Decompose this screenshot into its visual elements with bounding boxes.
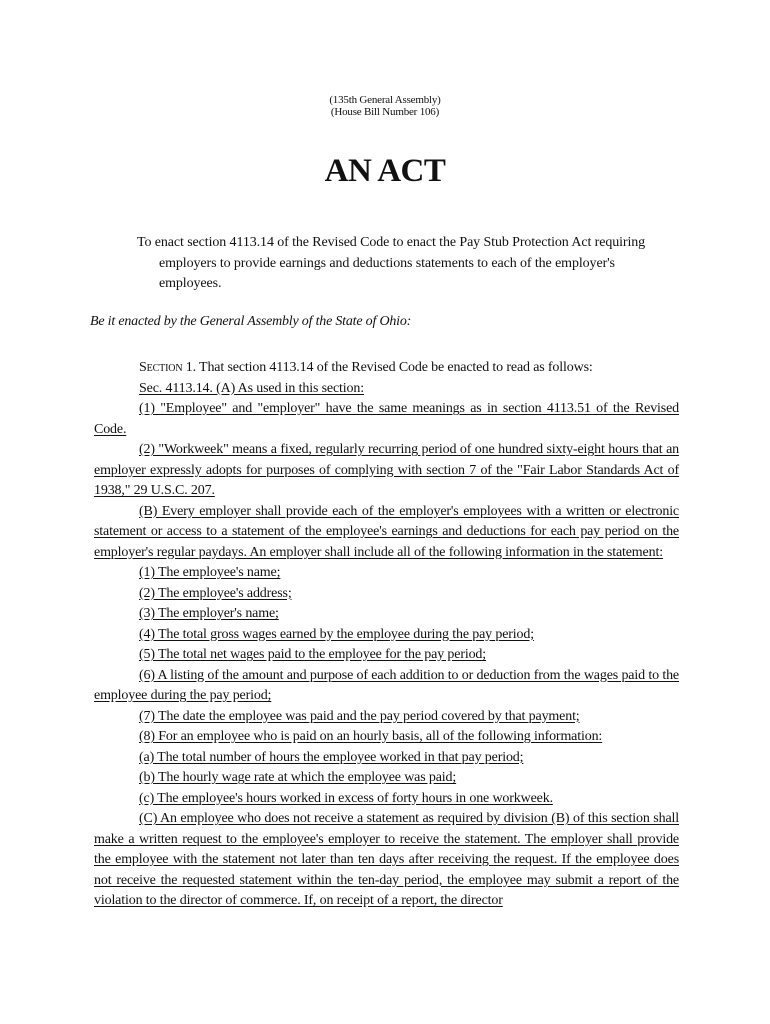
paragraph-text: (2) The employee's address;	[139, 585, 292, 601]
act-title: AN ACT	[324, 153, 446, 189]
body-paragraph	[94, 625, 679, 646]
paragraph-text: (7) The date the employee was paid and the pay period covered by that payment;	[139, 708, 580, 724]
paragraph-text: (1) "Employee" and "employer" have the same meanings as in section 4113.51 of the Revised Code.	[94, 401, 679, 437]
section-intro	[94, 358, 679, 379]
paragraph-text: (1) The employee's name;	[139, 565, 281, 580]
body-paragraph	[94, 748, 679, 769]
body-paragraph	[94, 440, 679, 502]
paragraph-text: (8) For an employee who is paid on an hourly basis, all of the following information:	[139, 729, 603, 744]
paragraph-text: (c) The employee's hours worked in excess of forty hours in one workweek.	[139, 790, 553, 806]
body-paragraph	[94, 666, 679, 707]
paragraph-text: (3) The employer's name;	[139, 606, 279, 621]
paragraph-text: (5) The total net wages paid to the employee for the pay period;	[139, 647, 487, 662]
paragraph-text: (2) "Workweek" means a fixed, regularly recurring period of one hundred sixty-eight hours that an employer expressly adopts for purposes of complying with section 7 of the "Fair Labor Standards Act of 1938," 29 U.S.C. 207.	[94, 442, 679, 498]
body-paragraph	[94, 502, 679, 564]
body-paragraph	[94, 584, 679, 605]
paragraph-text: (B) Every employer shall provide each of the employer's employees with a written or electronic statement or access to a statement of the employee's earnings and deductions for each pay period on the employer's regular paydays. An employer shall include all of the following information in the statement:	[94, 503, 679, 560]
paragraph-text: (6) A listing of the amount and purpose of each addition to or deduction from the wages paid to the employee during the pay period;	[94, 667, 679, 703]
body-paragraph	[94, 604, 679, 625]
section-intro-text: 1. That section 4113.14 of the Revised Code be enacted to read as follows:	[182, 360, 593, 375]
paragraph-text: (C) An employee who does not receive a statement as required by division (B) of this section shall make a written request to the employee's employer to receive the statement. The employer shall provide the employee with the statement not later than ten days after receiving the request. If the employee does not receive the requested statement within the ten-day period, the employee may submit a report of the violation to the director of commerce. If, on receipt of a report, the director	[94, 811, 679, 908]
act-body	[94, 358, 679, 912]
body-paragraph	[94, 379, 679, 400]
paragraph-text: (a) The total number of hours the employee worked in that pay period;	[139, 749, 524, 765]
body-paragraph	[94, 809, 679, 912]
enacting-clause: Be it enacted by the General Assembly of the State of Ohio:	[90, 314, 412, 329]
section-label: Section	[139, 360, 183, 375]
body-paragraph	[94, 707, 679, 728]
body-paragraph	[94, 789, 679, 810]
assembly-header: (135th General Assembly)	[329, 94, 441, 106]
body-paragraph	[94, 768, 679, 789]
body-paragraph	[94, 727, 679, 748]
purpose-statement: To enact section 4113.14 of the Revised Code to enact the Pay Stub Protection Act requiring employers to provide earnings and deductions statements to each of the employer's employees.	[137, 235, 646, 291]
paragraph-text: Sec. 4113.14. (A) As used in this section:	[139, 380, 364, 396]
paragraph-text: (4) The total gross wages earned by the employee during the pay period;	[139, 626, 534, 642]
bill-number-header: (House Bill Number 106)	[330, 106, 440, 118]
paragraph-text: (b) The hourly wage rate at which the employee was paid;	[139, 770, 457, 785]
body-paragraph	[94, 645, 679, 666]
body-paragraph	[94, 399, 679, 440]
body-paragraph	[94, 563, 679, 584]
